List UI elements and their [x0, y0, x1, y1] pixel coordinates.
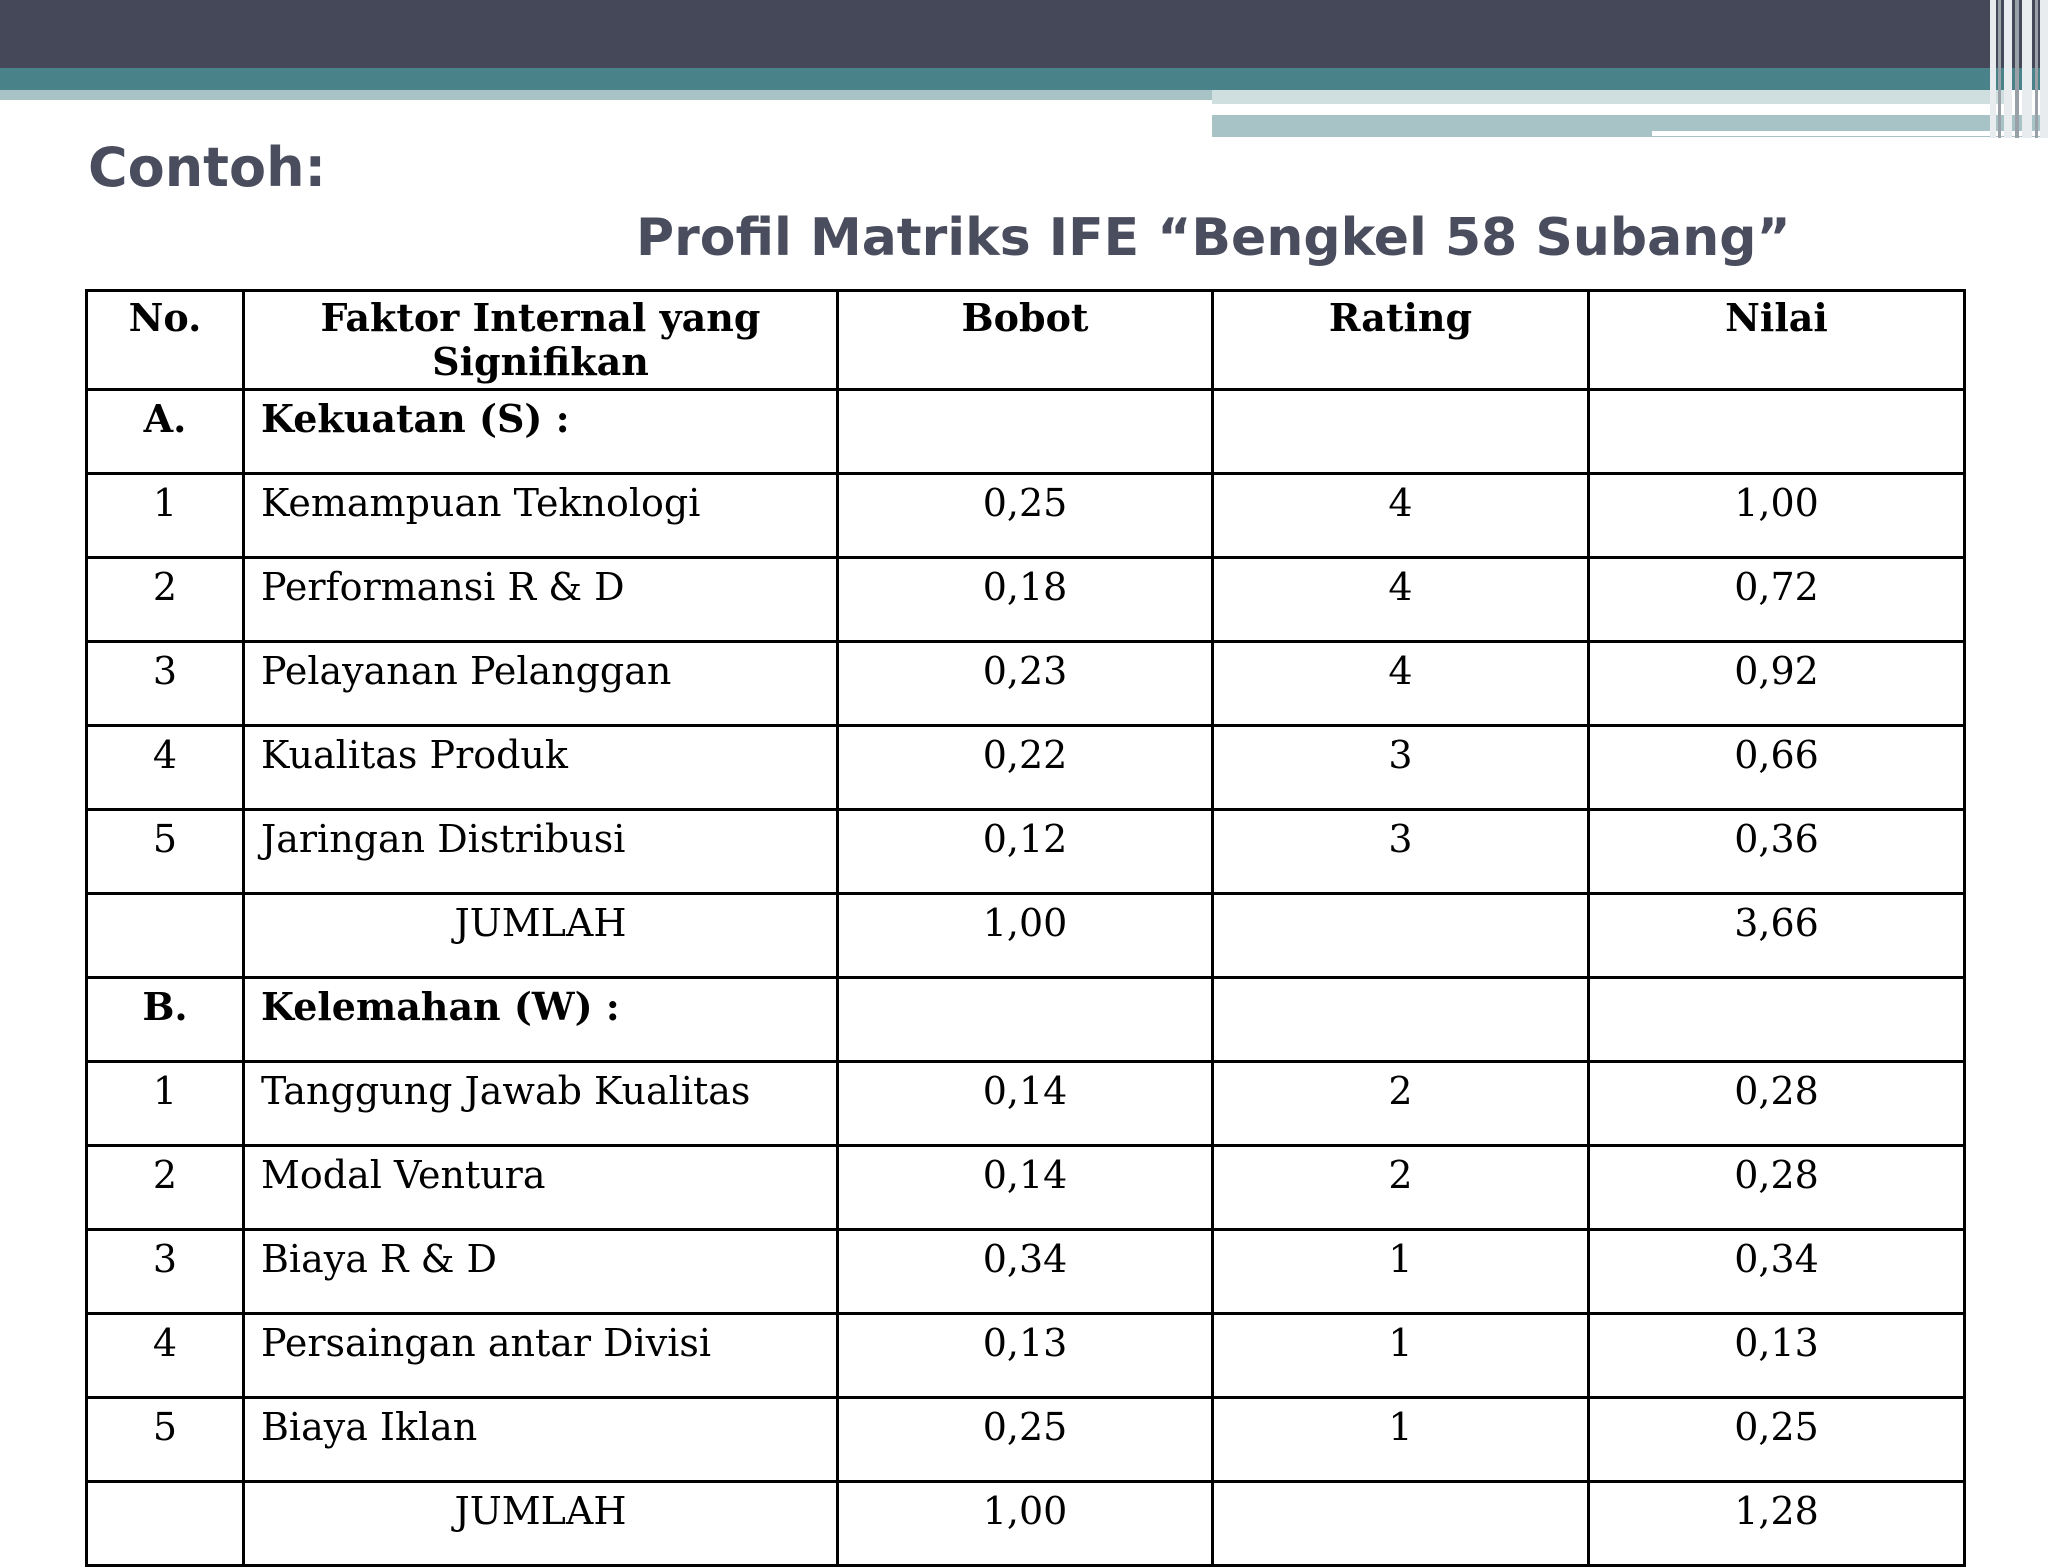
table-row [87, 810, 1965, 894]
table-row [87, 726, 1965, 810]
table-row [87, 642, 1965, 726]
row-rating: 4 [1213, 642, 1589, 726]
row-no: 1 [87, 474, 244, 558]
slide-heading: Contoh: [88, 136, 327, 199]
section-code: B. [87, 978, 244, 1062]
total-label: JUMLAH [244, 1482, 838, 1566]
slide-title: Profil Matriks IFE “Bengkel 58 Subang” [636, 208, 1791, 268]
section-label: Kelemahan (W) : [244, 978, 838, 1062]
empty-cell [838, 390, 1213, 474]
row-bobot: 0,25 [838, 1398, 1213, 1482]
row-nilai: 0,92 [1589, 642, 1965, 726]
total-label: JUMLAH [244, 894, 838, 978]
row-faktor: Tanggung Jawab Kualitas [244, 1062, 838, 1146]
total-bobot: 1,00 [838, 894, 1213, 978]
row-rating: 2 [1213, 1062, 1589, 1146]
row-faktor: Biaya R & D [244, 1230, 838, 1314]
row-nilai: 0,66 [1589, 726, 1965, 810]
table-row [87, 1314, 1965, 1398]
empty-cell [1589, 390, 1965, 474]
row-rating: 1 [1213, 1230, 1589, 1314]
row-faktor: Kualitas Produk [244, 726, 838, 810]
table-row [87, 1146, 1965, 1230]
column-header-faktor: Faktor Internal yang Signifikan [244, 291, 838, 390]
header-bar [0, 0, 2048, 68]
row-rating: 1 [1213, 1398, 1589, 1482]
header-accent-bar [0, 68, 2048, 90]
row-rating: 3 [1213, 726, 1589, 810]
row-nilai: 0,13 [1589, 1314, 1965, 1398]
row-nilai: 0,28 [1589, 1062, 1965, 1146]
table-row [87, 1062, 1965, 1146]
row-rating: 3 [1213, 810, 1589, 894]
total-nilai: 3,66 [1589, 894, 1965, 978]
row-faktor: Modal Ventura [244, 1146, 838, 1230]
row-no: 1 [87, 1062, 244, 1146]
row-no: 4 [87, 726, 244, 810]
row-faktor: Jaringan Distribusi [244, 810, 838, 894]
empty-cell [1213, 390, 1589, 474]
row-rating: 1 [1213, 1314, 1589, 1398]
row-bobot: 0,14 [838, 1146, 1213, 1230]
table-header-row [87, 291, 1965, 390]
row-bobot: 0,13 [838, 1314, 1213, 1398]
row-no: 2 [87, 1146, 244, 1230]
section-row-strengths [87, 390, 1965, 474]
row-nilai: 1,00 [1589, 474, 1965, 558]
section-row-weaknesses [87, 978, 1965, 1062]
total-row [87, 894, 1965, 978]
row-rating: 4 [1213, 558, 1589, 642]
section-label: Kekuatan (S) : [244, 390, 838, 474]
header-divider-line-2 [1652, 131, 2048, 136]
row-bobot: 0,14 [838, 1062, 1213, 1146]
empty-cell [1589, 978, 1965, 1062]
table-row [87, 1230, 1965, 1314]
row-nilai: 0,25 [1589, 1398, 1965, 1482]
header-stripe [2015, 0, 2019, 138]
column-header-rating: Rating [1213, 291, 1589, 390]
row-rating: 2 [1213, 1146, 1589, 1230]
row-bobot: 0,18 [838, 558, 1213, 642]
empty-cell [1213, 894, 1589, 978]
row-no: 2 [87, 558, 244, 642]
row-faktor: Performansi R & D [244, 558, 838, 642]
empty-cell [1213, 978, 1589, 1062]
row-nilai: 0,28 [1589, 1146, 1965, 1230]
row-no: 3 [87, 1230, 244, 1314]
empty-cell [838, 978, 1213, 1062]
header-stripe [2004, 0, 2012, 138]
row-nilai: 0,34 [1589, 1230, 1965, 1314]
header-stripe [2040, 0, 2048, 138]
row-rating: 4 [1213, 474, 1589, 558]
section-code: A. [87, 390, 244, 474]
row-no: 3 [87, 642, 244, 726]
row-faktor: Pelayanan Pelanggan [244, 642, 838, 726]
header-stripe [1990, 0, 1996, 138]
ife-matrix-table [85, 289, 1966, 1567]
column-header-bobot: Bobot [838, 291, 1213, 390]
total-bobot: 1,00 [838, 1482, 1213, 1566]
row-bobot: 0,25 [838, 474, 1213, 558]
row-bobot: 0,34 [838, 1230, 1213, 1314]
row-no: 5 [87, 810, 244, 894]
row-faktor: Biaya Iklan [244, 1398, 838, 1482]
header-light-bar-left [0, 90, 1212, 100]
header-stripe [1998, 0, 2001, 138]
empty-cell [87, 894, 244, 978]
row-faktor: Persaingan antar Divisi [244, 1314, 838, 1398]
empty-cell [87, 1482, 244, 1566]
row-faktor: Kemampuan Teknologi [244, 474, 838, 558]
header-stripe [2035, 0, 2038, 138]
row-no: 4 [87, 1314, 244, 1398]
header-light-bar-right [1212, 90, 2012, 104]
row-nilai: 0,36 [1589, 810, 1965, 894]
row-nilai: 0,72 [1589, 558, 1965, 642]
total-nilai: 1,28 [1589, 1482, 1965, 1566]
table-row [87, 558, 1965, 642]
row-bobot: 0,23 [838, 642, 1213, 726]
header-stripe [2022, 0, 2032, 138]
column-header-no: No. [87, 291, 244, 390]
total-row [87, 1482, 1965, 1566]
row-bobot: 0,22 [838, 726, 1213, 810]
row-bobot: 0,12 [838, 810, 1213, 894]
table-row [87, 474, 1965, 558]
row-no: 5 [87, 1398, 244, 1482]
column-header-nilai: Nilai [1589, 291, 1965, 390]
empty-cell [1213, 1482, 1589, 1566]
table-row [87, 1398, 1965, 1482]
